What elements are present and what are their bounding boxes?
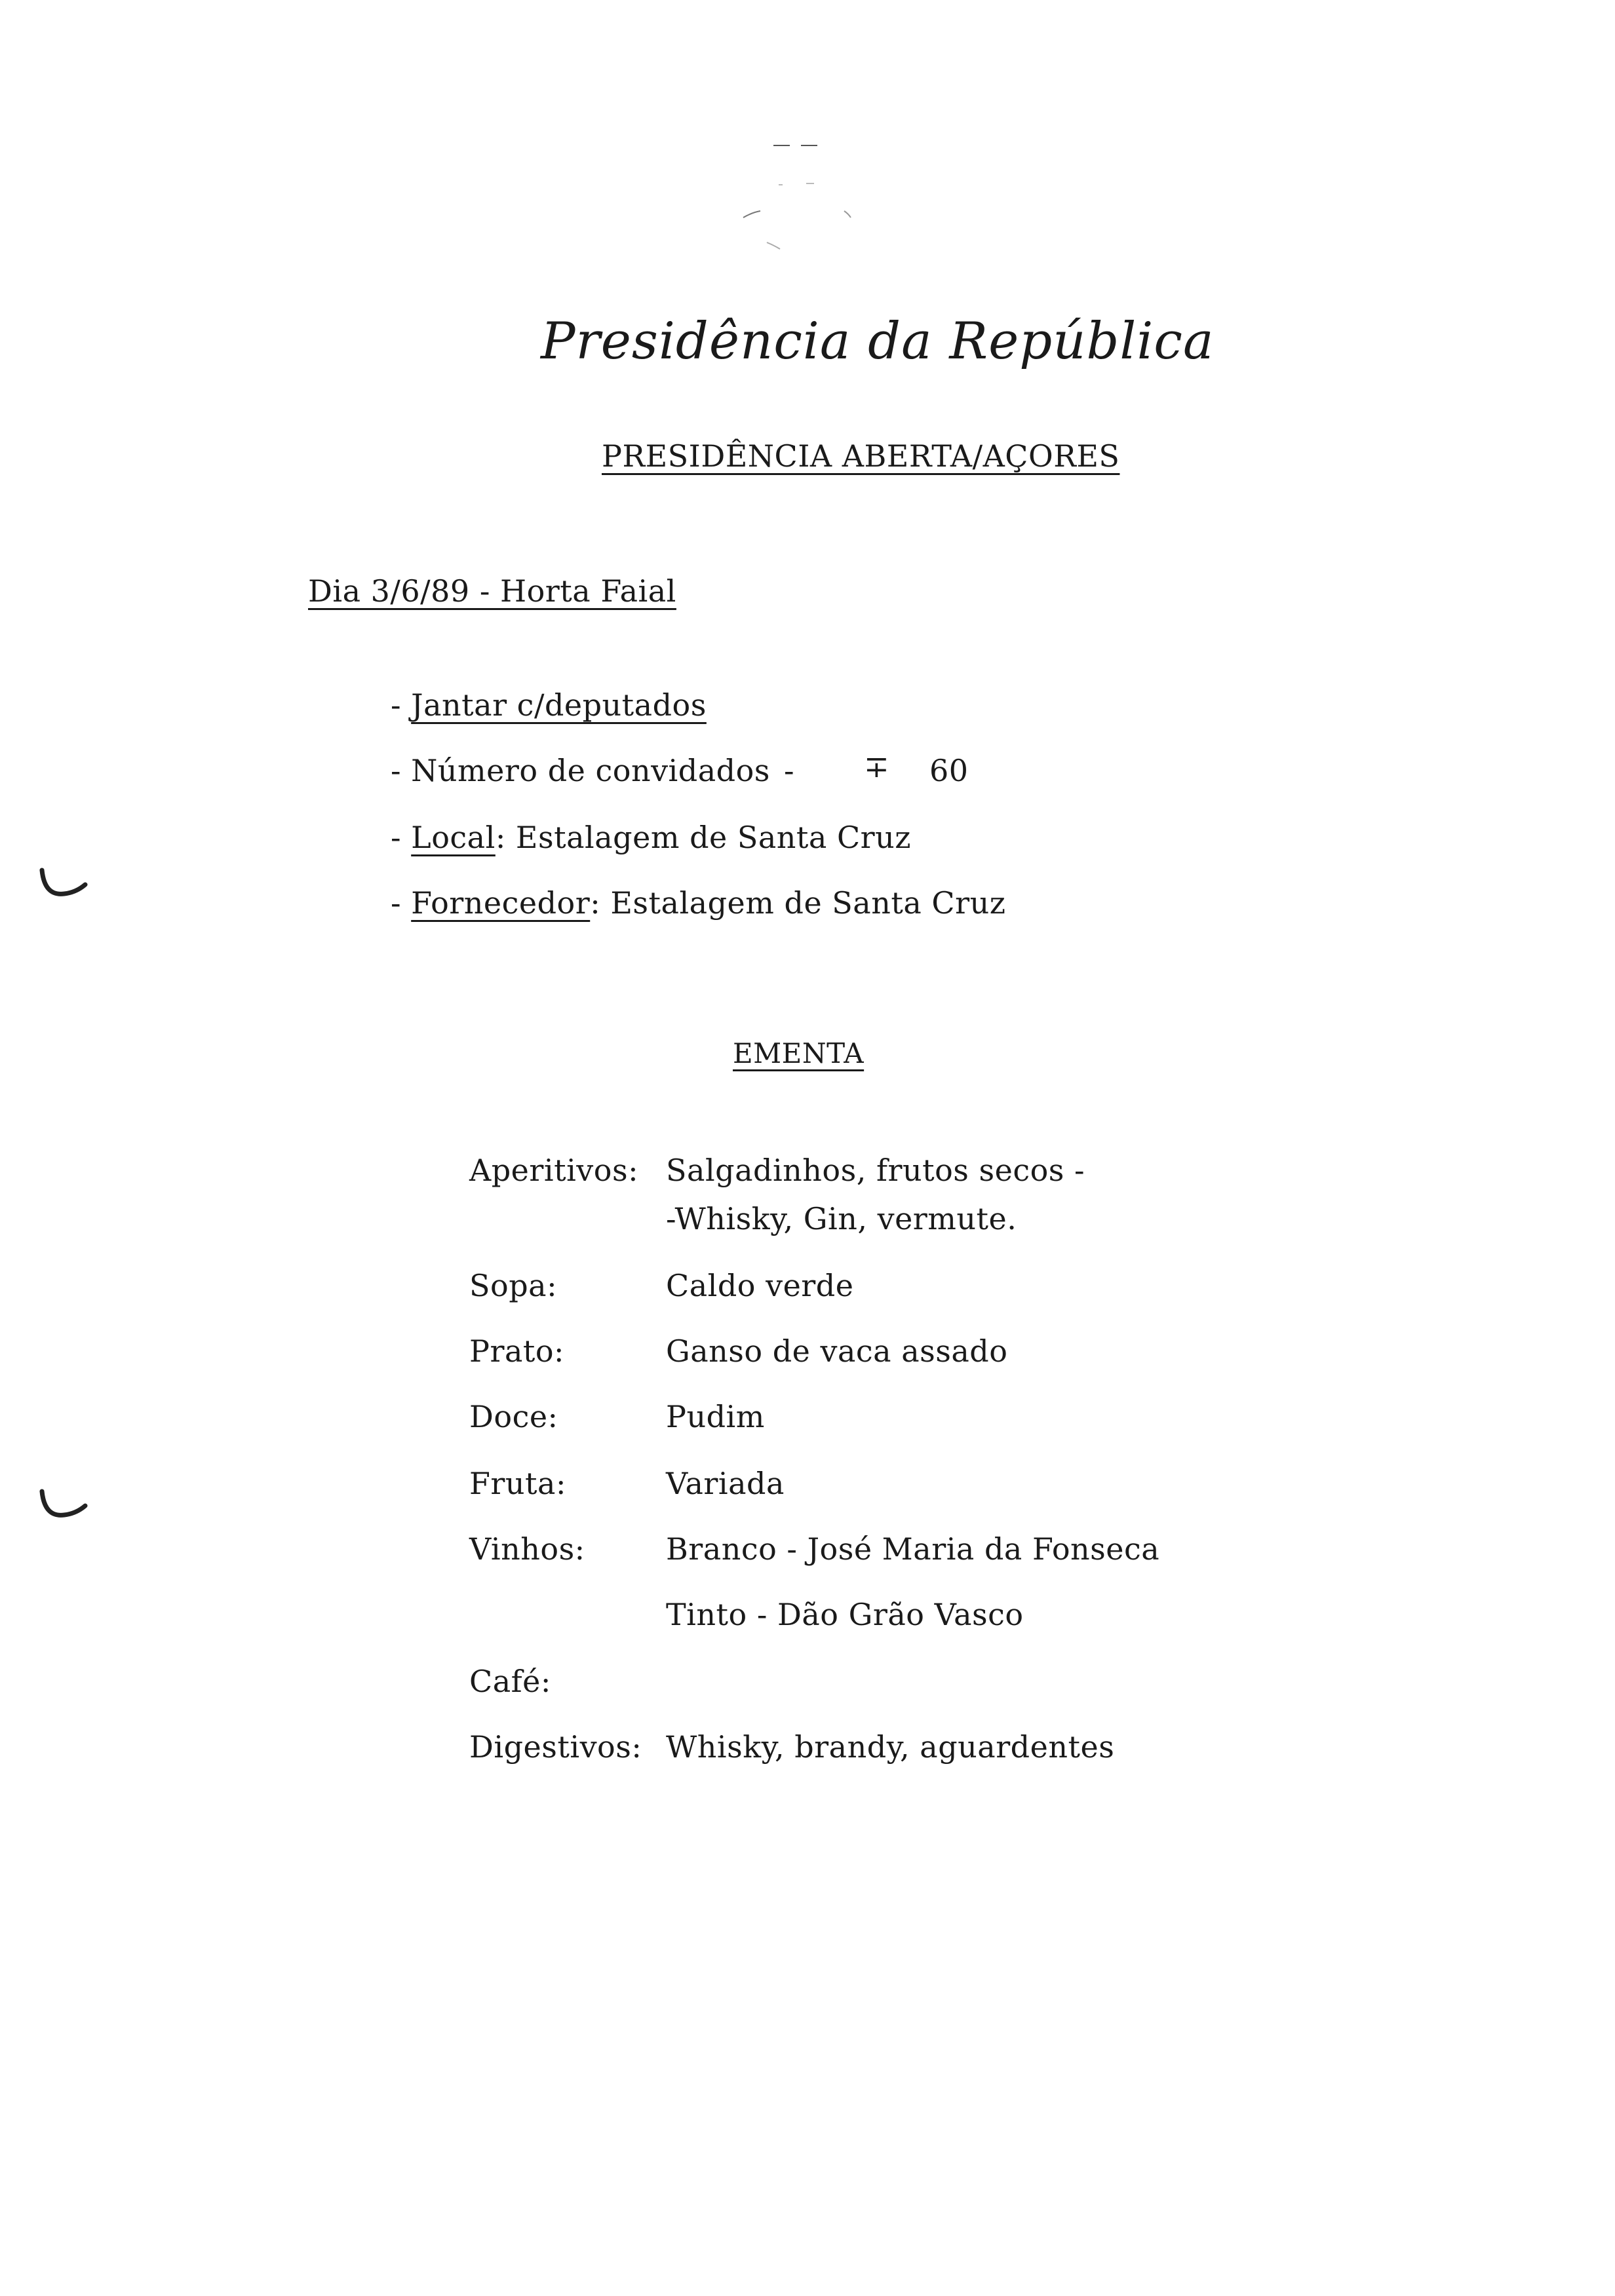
bullet-label: Local bbox=[411, 820, 496, 855]
bullet-item-supplier bbox=[391, 885, 1005, 921]
menu-value: Variada bbox=[666, 1466, 785, 1501]
bullet-text: Jantar c/deputados bbox=[411, 687, 707, 723]
menu-value: Whisky, brandy, aguardentes bbox=[666, 1729, 1115, 1765]
bullet-dash: - bbox=[391, 753, 402, 788]
menu-label: Doce: bbox=[469, 1399, 558, 1434]
bullet-label: Número de convidados bbox=[411, 753, 770, 788]
bullet-value: : Estalagem de Santa Cruz bbox=[495, 820, 912, 855]
menu-label: Sopa: bbox=[469, 1268, 558, 1303]
menu-label: Prato: bbox=[469, 1333, 565, 1369]
menu-title: EMENTA bbox=[733, 1037, 865, 1069]
menu-value: Tinto - Dão Grão Vasco bbox=[666, 1597, 1024, 1632]
approx-symbol: ∓ bbox=[864, 749, 890, 784]
bullet-value: : Estalagem de Santa Cruz bbox=[590, 885, 1006, 921]
bullet-item-guests bbox=[391, 752, 770, 789]
document-heading: PRESIDÊNCIA ABERTA/AÇORES bbox=[602, 438, 1120, 474]
bullet-dash: - bbox=[391, 687, 402, 723]
bullet-dash: - bbox=[391, 820, 402, 855]
menu-value: Caldo verde bbox=[666, 1268, 854, 1303]
bullet-item-dinner bbox=[391, 687, 707, 723]
guests-count: 60 bbox=[929, 753, 969, 788]
menu-label: Aperitivos: bbox=[469, 1153, 639, 1188]
binder-hole-mark bbox=[38, 1487, 90, 1527]
letterhead-title: Presidência da República bbox=[541, 312, 1215, 371]
guests-separator: - bbox=[784, 753, 795, 788]
menu-value: Branco - José Maria da Fonseca bbox=[666, 1531, 1160, 1567]
menu-label: Digestivos: bbox=[469, 1729, 642, 1765]
menu-value: Pudim bbox=[666, 1399, 765, 1434]
date-line: Dia 3/6/89 - Horta Faial bbox=[308, 573, 676, 609]
menu-value: -Whisky, Gin, vermute. bbox=[666, 1201, 1017, 1236]
bullet-dash: - bbox=[391, 885, 402, 921]
menu-value: Salgadinhos, frutos secos - bbox=[666, 1153, 1085, 1188]
menu-label: Fruta: bbox=[469, 1466, 566, 1501]
faint-stamp-marks bbox=[741, 131, 859, 262]
bullet-item-location bbox=[391, 819, 911, 856]
binder-hole-mark bbox=[38, 866, 90, 906]
menu-value: Ganso de vaca assado bbox=[666, 1333, 1008, 1369]
menu-label: Café: bbox=[469, 1664, 551, 1699]
bullet-label: Fornecedor bbox=[411, 885, 591, 921]
menu-label: Vinhos: bbox=[469, 1531, 585, 1567]
